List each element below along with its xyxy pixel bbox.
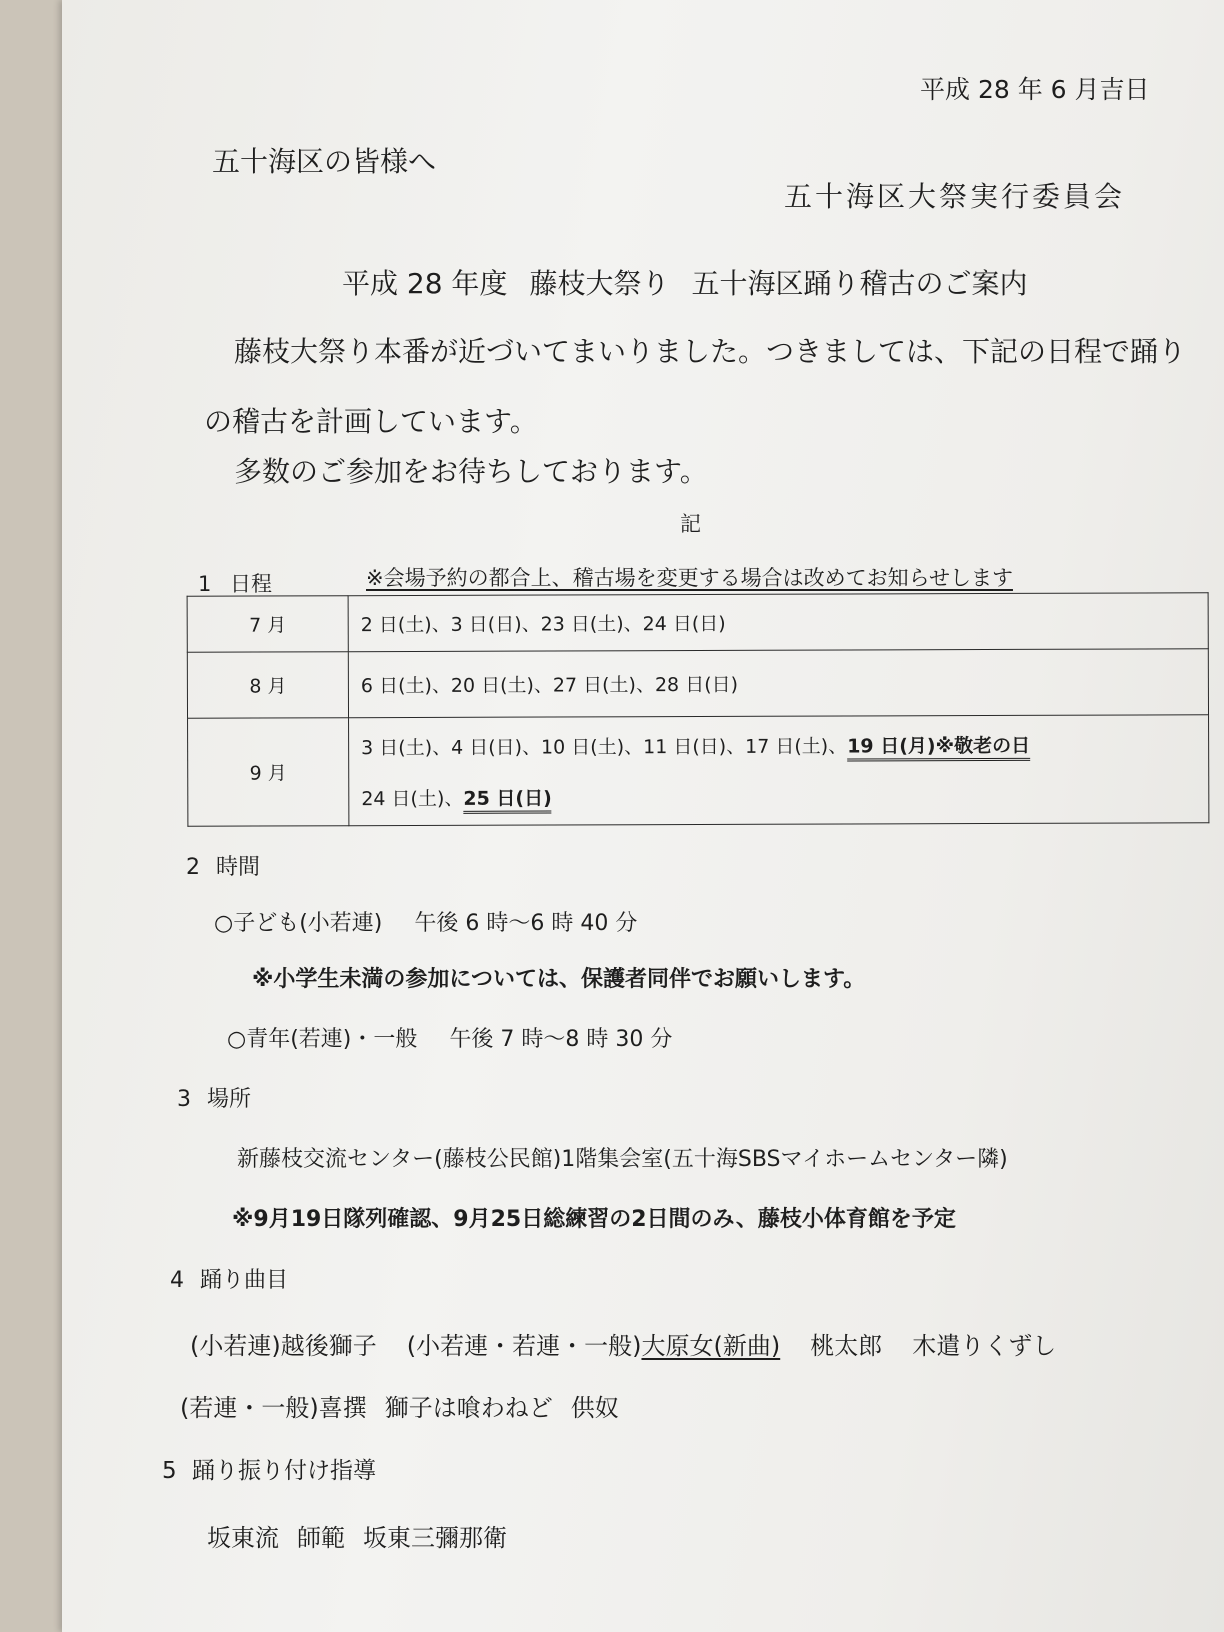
keiro-day-date: 19 日(月)※敬老の日 — [847, 734, 1030, 761]
section-number: 3 — [177, 1087, 191, 1112]
all-group-label: (小若連・若連・一般) — [406, 1332, 642, 1360]
body-line-1: 藤枝大祭り本番が近づいてまいりました。つきましては、下記の日程で踊り — [234, 335, 1187, 368]
title-subject: 五十海区踊り稽古のご案内 — [691, 267, 1028, 300]
kids-time-line — [214, 906, 637, 937]
month-cell: 7 月 — [187, 596, 348, 653]
section-title: 踊り振り付け指導 — [192, 1458, 376, 1484]
title-festival: 藤枝大祭り — [529, 267, 670, 300]
venue-note: ※9月19日隊列確認、9月25日総練習の2日間のみ、藤枝小体育館を予定 — [232, 1207, 956, 1232]
document-title — [342, 262, 1027, 302]
section-3-heading — [177, 1082, 251, 1113]
kids-note: ※小学生未満の参加については、保護者同伴でお願いします。 — [252, 967, 866, 992]
dates-cell — [349, 715, 1209, 826]
instructor-line — [207, 1518, 507, 1553]
kids-label: ○子ども(小若連) — [214, 911, 383, 936]
section-title: 時間 — [216, 855, 261, 880]
schedule-note: ※会場予約の都合上、稽古場を変更する場合は改めてお知らせします — [366, 566, 1013, 590]
song-kiyari: 木遣りくずし — [912, 1332, 1057, 1360]
body-line-2: の稽古を計画しています。 — [204, 405, 538, 438]
kids-time: 午後 6 時〜6 時 40 分 — [414, 911, 638, 936]
section-number: 2 — [186, 855, 200, 880]
addressee: 五十海区の皆様へ — [212, 145, 437, 178]
title-year: 平成 28 年度 — [342, 267, 508, 300]
section-number: 4 — [170, 1268, 184, 1293]
songs-line-2 — [180, 1388, 619, 1423]
month-cell: 9 月 — [188, 718, 349, 827]
songs-line-1 — [190, 1326, 1056, 1361]
youth-time: 午後 7 時〜8 時 30 分 — [449, 1027, 673, 1052]
song-yakko: 供奴 — [570, 1394, 619, 1422]
notice-sheet — [62, 0, 1224, 1632]
dates-line-1: 3 日(土)、4 日(日)、10 日(土)、11 日(日)、17 日(土)、19 日(月)※敬老の日 — [361, 730, 1207, 760]
instructor-rank: 師範 — [297, 1524, 345, 1552]
song-shishi: 獅子は喰わねど — [384, 1394, 553, 1422]
kids-song: (小若連)越後獅子 — [190, 1332, 377, 1360]
issue-date: 平成 28 年 6 月吉日 — [920, 75, 1150, 104]
venue: 新藤枝交流センター(藤枝公民館)1階集会室(五十海SBSマイホームセンター隣) — [237, 1147, 1008, 1172]
ki-mark: 記 — [680, 512, 701, 536]
instructor-name: 坂東三彌那衛 — [363, 1524, 507, 1552]
section-title: 踊り曲目 — [200, 1268, 289, 1293]
section-1-heading — [198, 568, 272, 598]
section-number: 5 — [162, 1458, 177, 1484]
song-momotaro: 桃太郎 — [810, 1332, 883, 1360]
dates-line-2: 24 日(土)、25 日(日) — [361, 781, 1207, 811]
youth-label: ○青年(若連)・一般 — [227, 1027, 418, 1052]
section-5-heading — [162, 1452, 376, 1485]
youth-time-line — [227, 1022, 672, 1053]
table-row — [188, 715, 1209, 827]
sender: 五十海区大祭実行委員会 — [784, 180, 1126, 213]
table-row — [187, 649, 1208, 719]
section-2-heading — [186, 850, 260, 881]
dance-school: 坂東流 — [207, 1524, 279, 1552]
section-number: 1 — [198, 572, 212, 596]
section-4-heading — [170, 1263, 288, 1294]
adult-song: (若連・一般)喜撰 — [180, 1394, 367, 1422]
section-title: 日程 — [230, 572, 272, 596]
new-song: 大原女(新曲) — [641, 1332, 781, 1360]
dates-cell: 6 日(土)、20 日(土)、27 日(土)、28 日(日) — [348, 649, 1208, 718]
rehearsal-date: 25 日(日) — [463, 787, 552, 813]
schedule-table — [187, 592, 1210, 827]
month-cell: 8 月 — [187, 652, 348, 719]
body-line-3: 多数のご参加をお待ちしております。 — [234, 455, 708, 488]
table-row — [187, 593, 1208, 653]
section-title: 場所 — [207, 1087, 252, 1112]
dates-cell: 2 日(土)、3 日(日)、23 日(土)、24 日(日) — [348, 593, 1208, 652]
